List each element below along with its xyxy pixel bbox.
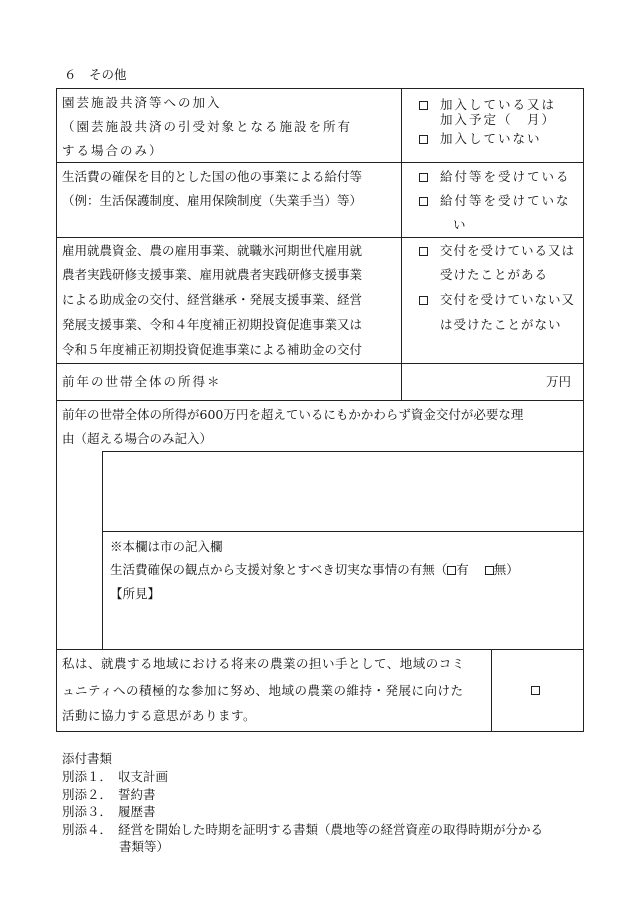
attachment-num: 別添３． — [62, 804, 113, 819]
row3-label-line2: 農者実践研修支援事業、雇用就農者実践研修支援事業 — [62, 267, 363, 282]
attachment-text: 経営を開始した時期を証明する書類（農地等の経営資産の取得時期が分かる — [118, 822, 544, 837]
attachment-text: 収支計画 — [118, 769, 169, 784]
household-income-input[interactable] — [408, 370, 540, 394]
city-circumstance-question — [110, 564, 519, 577]
attachment-item4-continuation: 書類等） — [119, 839, 170, 854]
circumstance-yes-label: 有 — [456, 562, 469, 577]
circumstance-yes-checkbox[interactable] — [447, 566, 456, 575]
row2-label-line2: （例：生活保護制度、雇用保険制度（失業手当）等） — [62, 193, 363, 208]
row2-label-line1: 生活費の確保を目的とした国の他の事業による給付等 — [62, 169, 363, 184]
row3-label-line3: による助成金の交付、経営継承・発展支援事業、経営 — [62, 292, 363, 307]
reason-label-line1: 前年の世帯全体の所得が600万円を超えているにもかかわらず資金交付が必要な理 — [62, 407, 524, 422]
declaration-line3: 活動に協力する意思があります。 — [62, 708, 257, 723]
row1-label-line2: （園芸施設共済の引受対象となる施設を所有 — [62, 119, 353, 134]
declaration-line2: ュニティへの積極的な参加に努め、地域の農業の維持・発展に向けた — [62, 683, 464, 698]
attachment-item — [62, 789, 156, 802]
declaration-checkbox[interactable] — [531, 686, 540, 695]
city-question-text: 生活費確保の観点から支援対象とすべき切実な事情の有無（ — [110, 562, 448, 577]
granted-option-line2: 受けたことがある — [440, 267, 549, 282]
row3-label-line4: 発展支援事業、令和４年度補正初期投資促進事業又は — [62, 317, 363, 332]
granted-option-line1: 交付を受けている又は — [440, 243, 576, 258]
attachment-text: 誓約書 — [118, 787, 156, 802]
joined-option-line1: 加入している又は — [440, 97, 557, 112]
granted-checkbox[interactable] — [419, 247, 428, 256]
attachment-item — [62, 824, 543, 837]
not-joined-option: 加入していない — [440, 131, 542, 146]
not-granted-checkbox[interactable] — [419, 296, 428, 305]
reason-label-line2: 由（超える場合のみ記入） — [62, 431, 213, 446]
not-joined-checkbox[interactable] — [419, 135, 428, 144]
not-granted-option-line2: は受けたことがない — [440, 317, 562, 332]
row1-label-line1: 園芸施設共済等への加入 — [62, 95, 222, 110]
income-unit: 万円 — [546, 374, 572, 389]
attachment-text: 履歴書 — [118, 804, 156, 819]
not-granted-option-line1: 交付を受けていない又 — [440, 292, 576, 307]
circumstance-no-checkbox[interactable] — [485, 566, 494, 575]
household-income-label: 前年の世帯全体の所得＊ — [62, 374, 222, 389]
not-receiving-benefit-option-line2: い — [453, 217, 466, 232]
attachment-item — [62, 771, 168, 784]
city-section-title: ※本欄は市の記入欄 — [110, 539, 223, 554]
joined-option-line2: 加入予定（ 月） — [440, 112, 557, 127]
row1-label-line3: する場合のみ） — [62, 143, 164, 158]
circumstance-no-label: 無） — [493, 562, 519, 577]
attachment-num: 別添４． — [62, 822, 113, 837]
row3-label-line5: 令和５年度補正初期投資促進事業による補助金の交付 — [62, 342, 363, 357]
receiving-benefit-option: 給付等を受けている — [440, 169, 571, 184]
row3-label-line1: 雇用就農資金、農の雇用事業、就職氷河期世代雇用就 — [62, 243, 363, 258]
receiving-benefit-checkbox[interactable] — [419, 173, 428, 182]
attachment-num: 別添１． — [62, 769, 113, 784]
not-receiving-benefit-checkbox[interactable] — [419, 197, 428, 206]
city-opinion-label: 【所見】 — [110, 586, 161, 601]
joined-checkbox[interactable] — [419, 101, 428, 110]
attachment-item — [62, 806, 156, 819]
attachments-title: 添付書類 — [62, 751, 113, 766]
not-receiving-benefit-option-line1: 給付等を受けていな — [440, 193, 571, 208]
attachment-num: 別添２． — [62, 787, 113, 802]
declaration-line1: 私は、就農する地域における将来の農業の担い手として、地域のコミ — [62, 656, 465, 671]
reason-text-area[interactable] — [104, 453, 582, 529]
section-title: ６ その他 — [64, 67, 127, 82]
